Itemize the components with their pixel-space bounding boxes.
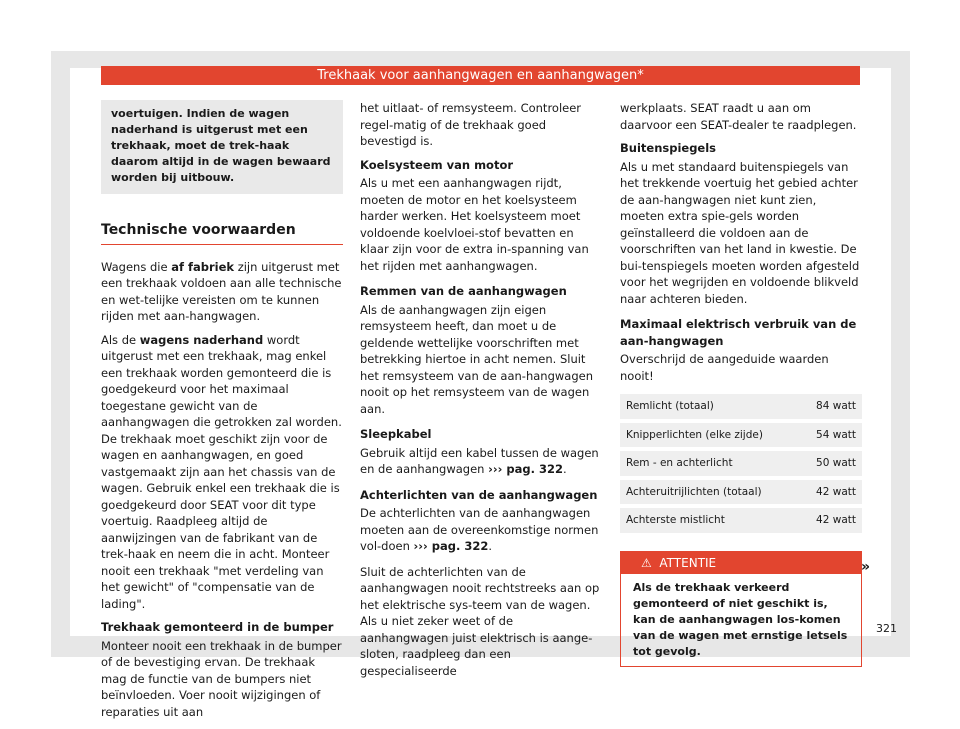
- paragraph: Als de aanhangwagen zijn eigen remsysteem heeft, dan moet u de geldende wettelijke voorschriften met betrekking hiertoe in acht nemen. Sluit het remsysteem van de aan-hangwagen nooit op het remsysteem van de wagen aan.: [360, 302, 593, 416]
- warning-icon: ⚠: [641, 555, 652, 570]
- table-row: [620, 478, 862, 507]
- page-number: 321: [876, 622, 897, 635]
- attention-body: Als de trekhaak verkeerd gemonteerd of niet geschikt is, kan de aanhangwagen los-komen van de wagen met ernstige letsels tot gevolg.: [633, 581, 848, 658]
- table-cell-label: Achteruitrijlichten (totaal): [620, 478, 799, 507]
- attention-box: [620, 551, 862, 668]
- subheading: Sleepkabel: [360, 427, 432, 441]
- table-row: [620, 506, 862, 535]
- table-cell-label: Achterste mistlicht: [620, 506, 799, 535]
- table-cell-value: 54 watt: [799, 421, 862, 450]
- subheading: Maximaal elektrisch verbruik van de aan-hangwagen: [620, 317, 857, 348]
- paragraph: Wagens die af fabriek zijn uitgerust met een trekhaak voldoen aan alle technische en wet-telijke vereisten om te kunnen rijden met aan-hangwagen.: [101, 259, 342, 323]
- column-2: [360, 100, 602, 686]
- page-reference-link[interactable]: ››› pag. 322: [488, 462, 563, 476]
- table-cell-label: Knipperlichten (elke zijde): [620, 421, 799, 450]
- table-cell-label: Remlicht (totaal): [620, 394, 799, 421]
- table-cell-value: 42 watt: [799, 506, 862, 535]
- table-cell-label: Rem - en achterlicht: [620, 449, 799, 478]
- continued-note: voertuigen. Indien de wagen naderhand is uitgerust met een trekhaak, moet de trek-haak daarom altijd in de wagen bewaard worden bij uitbouw.: [101, 100, 343, 194]
- continue-mark: »: [861, 559, 871, 575]
- paragraph: werkplaats. SEAT raadt u aan om daarvoor een SEAT-dealer te raadplegen.: [620, 101, 857, 132]
- section-title: Technische voorwaarden: [101, 222, 343, 245]
- paragraph: het uitlaat- of remsysteem. Controleer regel-matig of de trekhaak goed bevestigd is.: [360, 101, 582, 148]
- subheading: Trekhaak gemonteerd in de bumper: [101, 620, 334, 634]
- column-1: [101, 100, 343, 729]
- table-cell-value: 42 watt: [799, 478, 862, 507]
- subheading: Buitenspiegels: [620, 141, 717, 155]
- paragraph: Overschrijd de aangeduide waarden nooit!: [620, 352, 829, 383]
- page-reference-link[interactable]: ››› pag. 322: [413, 539, 489, 553]
- table-row: [620, 449, 862, 478]
- subheading: Remmen van de aanhangwagen: [360, 284, 567, 298]
- table-row: [620, 394, 862, 421]
- power-table: [620, 394, 862, 537]
- table-cell-value: 84 watt: [799, 394, 862, 421]
- attention-header: [621, 552, 861, 575]
- table-cell-value: 50 watt: [799, 449, 862, 478]
- paragraph: Monteer nooit een trekhaak in de bumper of de bevestiging ervan. De trekhaak mag de functie van de bumpers niet beïnvloeden. Voer nooit wijzigingen of reparaties uit aan: [101, 638, 342, 719]
- attention-title: ATTENTIE: [659, 555, 717, 570]
- paragraph: Als de wagens naderhand wordt uitgerust met een trekhaak, mag enkel een trekhaak worden gemonteerd die is goedgekeurd voor het maximaal toegestane gewicht van de aanhangwagen die getrokken zal worden. De trekhaak moet geschikt zijn voor de wagen en aanhangwagen, en goed vastgemaakt zijn aan het chassis van de wagen. Gebruik enkel een trekhaak die is goedgekeurd door SEAT voor dit type voertuig. Raadpleeg altijd de aanwijzingen van de fabrikant van de trek-haak en neem die in acht. Monteer nooit een trekhaak "met verdeling van het gewicht" of "compensatie van de lading".: [101, 332, 342, 611]
- subheading: Achterlichten van de aanhangwagen: [360, 487, 598, 502]
- subheading: Koelsysteem van motor: [360, 157, 514, 172]
- paragraph: De achterlichten van de aanhangwagen moeten aan de overeenkomstige normen vol-doen ››› pag. 322.: [360, 506, 599, 553]
- paragraph: Sluit de achterlichten van de aanhangwagen nooit rechtstreeks aan op het elektrische sys-teem van de wagen. Als u niet zeker weet of de aanhangwagen juist elektrisch is aange-sloten, raadpleeg dan een gespecialiseerde: [360, 564, 600, 678]
- paragraph: Gebruik altijd een kabel tussen de wagen en de aanhangwagen ››› pag. 322.: [360, 445, 599, 476]
- paragraph: Als u met een aanhangwagen rijdt, moeten de motor en het koelsysteem harder werken. Het koelsysteem moet voldoende koelvloei-stof bevatten en klaar zijn voor de extra in-spanning van het rijden met aanhangwagen.: [360, 176, 589, 273]
- table-row: [620, 421, 862, 450]
- paragraph: Als u met standaard buitenspiegels van het trekkende voertuig het gebied achter de aan-hangwagen niet kunt zien, moeten extra spie-gels worden geïnstalleerd die voldoen aan de voorschriften van het land in kwestie. De bui-tenspiegels moeten worden afgesteld voor het wegrijden en voldoende blikveld naar achteren bieden.: [620, 159, 860, 306]
- column-3: [620, 100, 862, 667]
- page-header: Trekhaak voor aanhangwagen en aanhangwagen*: [101, 66, 860, 85]
